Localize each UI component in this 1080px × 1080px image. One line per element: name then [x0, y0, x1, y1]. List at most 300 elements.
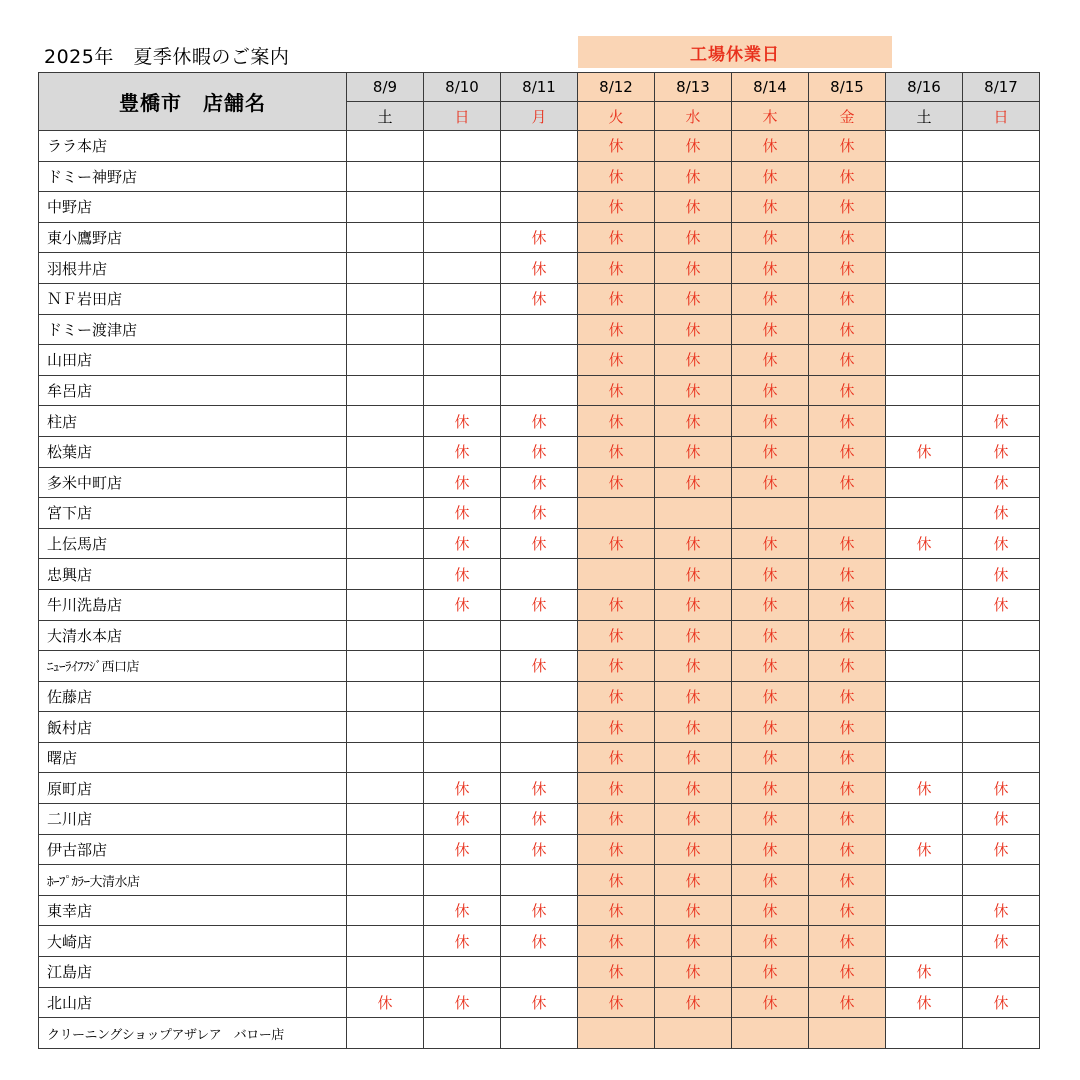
- holiday-cell: [501, 957, 578, 988]
- table-row: [39, 222, 1040, 253]
- holiday-cell: 休: [501, 283, 578, 314]
- holiday-cell: [578, 1018, 655, 1049]
- table-row: [39, 987, 1040, 1018]
- holiday-cell: 休: [501, 467, 578, 498]
- holiday-cell: [424, 375, 501, 406]
- date-header-8-10: 8/10: [424, 73, 501, 102]
- holiday-cell: [655, 498, 732, 529]
- holiday-cell: 休: [809, 283, 886, 314]
- holiday-cell: 休: [578, 345, 655, 376]
- weekday-header-8-12: 火: [578, 102, 655, 131]
- holiday-cell: 休: [809, 957, 886, 988]
- holiday-cell: [347, 804, 424, 835]
- holiday-cell: [886, 314, 963, 345]
- holiday-cell: 休: [732, 314, 809, 345]
- holiday-cell: [963, 283, 1040, 314]
- store-name-cell: ララ本店: [39, 131, 347, 162]
- store-name-cell: 伊古部店: [39, 834, 347, 865]
- holiday-cell: [501, 161, 578, 192]
- holiday-cell: [347, 283, 424, 314]
- holiday-cell: [732, 498, 809, 529]
- holiday-cell: 休: [732, 559, 809, 590]
- holiday-cell: 休: [655, 742, 732, 773]
- table-row: [39, 345, 1040, 376]
- holiday-cell: 休: [732, 957, 809, 988]
- holiday-cell: [424, 283, 501, 314]
- holiday-cell: 休: [809, 253, 886, 284]
- table-row: [39, 406, 1040, 437]
- holiday-cell: [578, 498, 655, 529]
- holiday-cell: 休: [578, 283, 655, 314]
- holiday-cell: [347, 895, 424, 926]
- holiday-cell: 休: [424, 406, 501, 437]
- holiday-cell: 休: [809, 926, 886, 957]
- holiday-cell: [886, 222, 963, 253]
- holiday-cell: 休: [501, 253, 578, 284]
- date-header-8-14: 8/14: [732, 73, 809, 102]
- holiday-cell: 休: [501, 436, 578, 467]
- holiday-cell: 休: [963, 926, 1040, 957]
- holiday-cell: [347, 865, 424, 896]
- holiday-cell: 休: [424, 804, 501, 835]
- holiday-cell: [501, 1018, 578, 1049]
- holiday-cell: 休: [809, 620, 886, 651]
- table-row: [39, 131, 1040, 162]
- table-row: [39, 161, 1040, 192]
- table-row: [39, 314, 1040, 345]
- table-row: [39, 895, 1040, 926]
- holiday-cell: [963, 345, 1040, 376]
- holiday-cell: [886, 131, 963, 162]
- table-row: [39, 712, 1040, 743]
- holiday-cell: [655, 1018, 732, 1049]
- store-name-cell: 大清水本店: [39, 620, 347, 651]
- holiday-cell: 休: [578, 926, 655, 957]
- store-name-cell: 宮下店: [39, 498, 347, 529]
- holiday-cell: 休: [424, 926, 501, 957]
- date-header-8-16: 8/16: [886, 73, 963, 102]
- holiday-cell: 休: [501, 651, 578, 682]
- holiday-cell: 休: [732, 375, 809, 406]
- holiday-cell: [886, 283, 963, 314]
- holiday-cell: 休: [732, 467, 809, 498]
- store-name-cell: 東小鷹野店: [39, 222, 347, 253]
- holiday-cell: [886, 253, 963, 284]
- holiday-cell: [347, 314, 424, 345]
- holiday-cell: 休: [655, 283, 732, 314]
- holiday-cell: 休: [655, 651, 732, 682]
- date-header-8-15: 8/15: [809, 73, 886, 102]
- holiday-cell: 休: [732, 804, 809, 835]
- holiday-cell: 休: [424, 528, 501, 559]
- holiday-cell: [347, 773, 424, 804]
- holiday-cell: [424, 222, 501, 253]
- holiday-cell: 休: [886, 957, 963, 988]
- holiday-cell: 休: [424, 895, 501, 926]
- holiday-cell: 休: [809, 528, 886, 559]
- date-header-8-11: 8/11: [501, 73, 578, 102]
- store-name-cell: クリーニングショップアザレア バロー店: [39, 1018, 347, 1049]
- table-row: [39, 865, 1040, 896]
- holiday-cell: 休: [809, 131, 886, 162]
- holiday-cell: [424, 131, 501, 162]
- holiday-cell: 休: [501, 834, 578, 865]
- page-title: 2025年 夏季休暇のご案内: [44, 46, 290, 68]
- store-name-cell: 東幸店: [39, 895, 347, 926]
- holiday-cell: [424, 314, 501, 345]
- store-name-cell: 二川店: [39, 804, 347, 835]
- holiday-cell: 休: [655, 192, 732, 223]
- holiday-cell: [347, 528, 424, 559]
- holiday-cell: 休: [655, 161, 732, 192]
- holiday-cell: [347, 406, 424, 437]
- holiday-cell: [347, 345, 424, 376]
- holiday-cell: [886, 742, 963, 773]
- holiday-cell: 休: [732, 651, 809, 682]
- holiday-cell: [347, 589, 424, 620]
- weekday-header-8-10: 日: [424, 102, 501, 131]
- store-name-cell: ﾎｰﾌﾟｶﾗｰ大清水店: [39, 865, 347, 896]
- date-header-8-17: 8/17: [963, 73, 1040, 102]
- holiday-cell: 休: [809, 804, 886, 835]
- holiday-cell: [501, 712, 578, 743]
- holiday-cell: 休: [655, 253, 732, 284]
- holiday-cell: 休: [578, 957, 655, 988]
- store-name-cell: 羽根井店: [39, 253, 347, 284]
- store-name-cell: 多米中町店: [39, 467, 347, 498]
- holiday-cell: 休: [501, 222, 578, 253]
- holiday-cell: [886, 1018, 963, 1049]
- holiday-cell: 休: [886, 436, 963, 467]
- holiday-cell: 休: [809, 467, 886, 498]
- holiday-cell: [501, 131, 578, 162]
- holiday-cell: [424, 681, 501, 712]
- holiday-cell: [886, 589, 963, 620]
- holiday-cell: [886, 559, 963, 590]
- holiday-cell: [809, 498, 886, 529]
- holiday-cell: 休: [578, 834, 655, 865]
- store-name-cell: 大崎店: [39, 926, 347, 957]
- holiday-cell: [424, 253, 501, 284]
- holiday-cell: 休: [809, 222, 886, 253]
- holiday-cell: 休: [578, 406, 655, 437]
- holiday-cell: 休: [424, 773, 501, 804]
- holiday-cell: 休: [809, 406, 886, 437]
- holiday-cell: 休: [501, 406, 578, 437]
- holiday-cell: 休: [424, 987, 501, 1018]
- holiday-cell: 休: [501, 589, 578, 620]
- weekday-header-8-9: 土: [347, 102, 424, 131]
- store-name-cell: 原町店: [39, 773, 347, 804]
- holiday-cell: 休: [655, 926, 732, 957]
- holiday-cell: [347, 742, 424, 773]
- holiday-cell: [347, 651, 424, 682]
- holiday-cell: 休: [809, 589, 886, 620]
- holiday-cell: 休: [578, 375, 655, 406]
- holiday-cell: 休: [963, 834, 1040, 865]
- holiday-cell: 休: [655, 436, 732, 467]
- holiday-cell: 休: [424, 467, 501, 498]
- holiday-cell: 休: [578, 681, 655, 712]
- holiday-cell: 休: [578, 253, 655, 284]
- holiday-cell: 休: [655, 222, 732, 253]
- holiday-cell: 休: [578, 436, 655, 467]
- holiday-cell: 休: [809, 192, 886, 223]
- holiday-cell: [963, 620, 1040, 651]
- holiday-cell: 休: [655, 895, 732, 926]
- holiday-cell: [347, 467, 424, 498]
- holiday-schedule-table: [38, 72, 1040, 1049]
- holiday-cell: [424, 651, 501, 682]
- table-row: [39, 957, 1040, 988]
- holiday-cell: 休: [963, 528, 1040, 559]
- holiday-cell: 休: [655, 131, 732, 162]
- holiday-cell: 休: [732, 192, 809, 223]
- holiday-cell: [347, 192, 424, 223]
- holiday-cell: [501, 375, 578, 406]
- holiday-cell: 休: [809, 375, 886, 406]
- holiday-cell: 休: [655, 987, 732, 1018]
- store-name-cell: ﾆｭｰﾗｲﾌﾌｼﾞ西口店: [39, 651, 347, 682]
- holiday-cell: 休: [732, 222, 809, 253]
- holiday-cell: 休: [655, 712, 732, 743]
- table-row: [39, 681, 1040, 712]
- table-row: [39, 283, 1040, 314]
- holiday-cell: [501, 192, 578, 223]
- holiday-cell: 休: [578, 895, 655, 926]
- holiday-cell: 休: [501, 773, 578, 804]
- holiday-cell: [963, 192, 1040, 223]
- holiday-cell: 休: [655, 528, 732, 559]
- holiday-cell: [347, 131, 424, 162]
- holiday-cell: [501, 620, 578, 651]
- holiday-cell: [886, 406, 963, 437]
- store-name-cell: 山田店: [39, 345, 347, 376]
- factory-holiday-banner: 工場休業日: [578, 36, 892, 68]
- holiday-cell: 休: [809, 865, 886, 896]
- holiday-cell: 休: [655, 681, 732, 712]
- weekday-header-8-17: 日: [963, 102, 1040, 131]
- holiday-cell: 休: [809, 436, 886, 467]
- holiday-cell: 休: [732, 712, 809, 743]
- holiday-cell: [347, 222, 424, 253]
- table-row: [39, 773, 1040, 804]
- holiday-cell: 休: [655, 773, 732, 804]
- store-name-cell: 松葉店: [39, 436, 347, 467]
- holiday-cell: 休: [963, 498, 1040, 529]
- holiday-cell: [886, 467, 963, 498]
- table-body: [39, 131, 1040, 1049]
- table-row: [39, 559, 1040, 590]
- holiday-cell: 休: [655, 589, 732, 620]
- store-name-cell: 曙店: [39, 742, 347, 773]
- holiday-cell: [886, 375, 963, 406]
- holiday-cell: 休: [501, 895, 578, 926]
- holiday-cell: [424, 712, 501, 743]
- holiday-cell: 休: [732, 528, 809, 559]
- holiday-cell: 休: [578, 222, 655, 253]
- holiday-cell: 休: [809, 987, 886, 1018]
- holiday-cell: [501, 742, 578, 773]
- table-row: [39, 528, 1040, 559]
- holiday-cell: 休: [886, 528, 963, 559]
- table-header-row-dates: [39, 73, 1040, 102]
- holiday-cell: 休: [809, 712, 886, 743]
- store-name-cell: ドミー渡津店: [39, 314, 347, 345]
- holiday-cell: 休: [732, 681, 809, 712]
- holiday-cell: 休: [732, 253, 809, 284]
- holiday-cell: [886, 712, 963, 743]
- holiday-cell: 休: [809, 834, 886, 865]
- holiday-cell: 休: [732, 161, 809, 192]
- holiday-cell: 休: [578, 192, 655, 223]
- table-row: [39, 375, 1040, 406]
- holiday-cell: 休: [501, 926, 578, 957]
- holiday-cell: 休: [347, 987, 424, 1018]
- holiday-cell: 休: [886, 834, 963, 865]
- holiday-cell: 休: [732, 773, 809, 804]
- holiday-cell: 休: [501, 987, 578, 1018]
- holiday-cell: [886, 345, 963, 376]
- holiday-cell: 休: [963, 987, 1040, 1018]
- holiday-cell: 休: [963, 559, 1040, 590]
- weekday-header-8-14: 木: [732, 102, 809, 131]
- holiday-cell: [963, 681, 1040, 712]
- holiday-cell: 休: [424, 834, 501, 865]
- holiday-cell: 休: [809, 895, 886, 926]
- weekday-header-8-15: 金: [809, 102, 886, 131]
- holiday-cell: 休: [732, 620, 809, 651]
- holiday-cell: 休: [886, 987, 963, 1018]
- table-row: [39, 620, 1040, 651]
- holiday-cell: 休: [655, 834, 732, 865]
- store-name-cell: 中野店: [39, 192, 347, 223]
- holiday-cell: [501, 314, 578, 345]
- holiday-cell: [501, 559, 578, 590]
- holiday-cell: [347, 926, 424, 957]
- store-name-cell: 柱店: [39, 406, 347, 437]
- store-name-cell: ドミー神野店: [39, 161, 347, 192]
- holiday-cell: 休: [578, 865, 655, 896]
- holiday-cell: [501, 345, 578, 376]
- holiday-cell: 休: [424, 498, 501, 529]
- holiday-cell: [886, 651, 963, 682]
- holiday-cell: 休: [578, 987, 655, 1018]
- holiday-cell: 休: [655, 406, 732, 437]
- holiday-cell: [886, 498, 963, 529]
- holiday-cell: 休: [501, 804, 578, 835]
- date-header-8-9: 8/9: [347, 73, 424, 102]
- holiday-cell: 休: [655, 804, 732, 835]
- holiday-cell: [963, 222, 1040, 253]
- holiday-cell: [347, 498, 424, 529]
- holiday-cell: 休: [732, 742, 809, 773]
- holiday-cell: [963, 375, 1040, 406]
- holiday-cell: [424, 192, 501, 223]
- holiday-cell: 休: [578, 620, 655, 651]
- table-row: [39, 467, 1040, 498]
- holiday-cell: 休: [578, 528, 655, 559]
- table-row: [39, 192, 1040, 223]
- holiday-cell: 休: [578, 589, 655, 620]
- holiday-cell: 休: [963, 436, 1040, 467]
- holiday-cell: 休: [655, 375, 732, 406]
- store-name-cell: 佐藤店: [39, 681, 347, 712]
- holiday-cell: 休: [809, 681, 886, 712]
- holiday-cell: 休: [809, 559, 886, 590]
- table-row: [39, 651, 1040, 682]
- holiday-cell: [963, 742, 1040, 773]
- holiday-cell: [886, 865, 963, 896]
- holiday-cell: 休: [578, 742, 655, 773]
- holiday-cell: [424, 957, 501, 988]
- holiday-cell: 休: [886, 773, 963, 804]
- holiday-cell: 休: [732, 926, 809, 957]
- holiday-cell: [886, 161, 963, 192]
- holiday-cell: [347, 253, 424, 284]
- weekday-header-8-16: 土: [886, 102, 963, 131]
- holiday-cell: 休: [963, 773, 1040, 804]
- holiday-cell: [424, 345, 501, 376]
- holiday-cell: [963, 865, 1040, 896]
- holiday-cell: 休: [809, 345, 886, 376]
- table-row: [39, 742, 1040, 773]
- holiday-cell: 休: [578, 161, 655, 192]
- table-row: [39, 1018, 1040, 1049]
- holiday-cell: [809, 1018, 886, 1049]
- holiday-cell: 休: [655, 345, 732, 376]
- holiday-cell: [347, 620, 424, 651]
- store-column-header: 豊橋市 店舗名: [39, 73, 347, 131]
- store-name-cell: ＮＦ岩田店: [39, 283, 347, 314]
- holiday-cell: 休: [809, 651, 886, 682]
- holiday-cell: [424, 620, 501, 651]
- table-row: [39, 498, 1040, 529]
- holiday-cell: [347, 375, 424, 406]
- store-name-cell: 忠興店: [39, 559, 347, 590]
- holiday-cell: [963, 1018, 1040, 1049]
- holiday-cell: [501, 865, 578, 896]
- store-name-cell: 江島店: [39, 957, 347, 988]
- holiday-cell: 休: [732, 406, 809, 437]
- store-name-cell: 上伝馬店: [39, 528, 347, 559]
- table-row: [39, 804, 1040, 835]
- holiday-cell: 休: [655, 314, 732, 345]
- holiday-cell: 休: [655, 620, 732, 651]
- holiday-cell: 休: [809, 314, 886, 345]
- holiday-cell: 休: [578, 712, 655, 743]
- holiday-cell: [347, 1018, 424, 1049]
- date-header-8-13: 8/13: [655, 73, 732, 102]
- holiday-cell: [424, 161, 501, 192]
- holiday-cell: [347, 559, 424, 590]
- holiday-cell: 休: [732, 834, 809, 865]
- holiday-cell: [886, 926, 963, 957]
- weekday-header-8-13: 水: [655, 102, 732, 131]
- holiday-cell: [886, 681, 963, 712]
- holiday-cell: 休: [424, 436, 501, 467]
- holiday-cell: 休: [578, 773, 655, 804]
- holiday-cell: 休: [732, 283, 809, 314]
- holiday-cell: 休: [809, 742, 886, 773]
- holiday-cell: [501, 681, 578, 712]
- store-name-cell: 飯村店: [39, 712, 347, 743]
- table-row: [39, 253, 1040, 284]
- store-name-cell: 北山店: [39, 987, 347, 1018]
- holiday-cell: 休: [578, 131, 655, 162]
- table-row: [39, 834, 1040, 865]
- holiday-cell: [578, 559, 655, 590]
